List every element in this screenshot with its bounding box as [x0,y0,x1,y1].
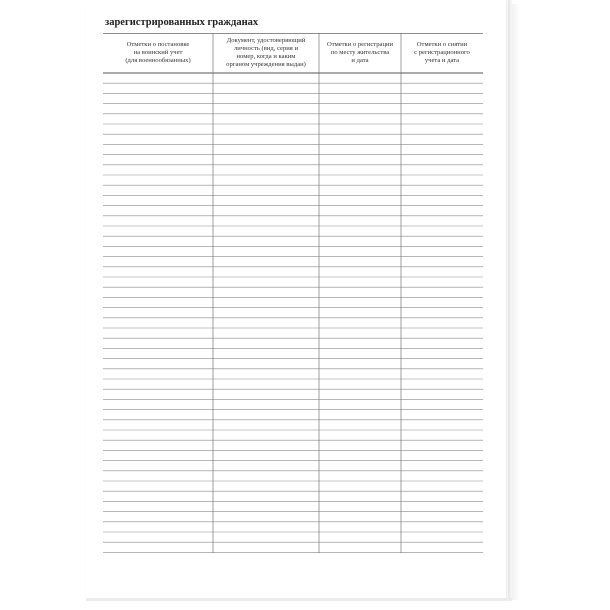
header-line: Отметки о постановке [126,41,190,48]
header-line: Отметки о регистрации [326,41,394,48]
header-line: на воинский учет [133,49,183,56]
page-title: зарегистрированных гражданах [105,17,259,28]
header-col-military-registration [103,41,213,65]
header-line: Документ, удостоверяющий [226,37,306,44]
page-edge [508,0,512,600]
page-stack-edge [512,4,520,600]
header-col-deregistration [401,41,483,65]
header-line: по месту жительства [330,49,390,56]
header-line: учета и дата [424,57,460,64]
header-line: номер, когда и каким [236,53,296,60]
header-line: Отметки о снятии [416,41,468,48]
registration-table [103,33,483,553]
header-line: и дата [351,57,369,64]
table-grid [103,33,483,553]
page-bottom-edge [86,598,512,601]
header-line: личность (вид, серия и [233,45,299,52]
header-line: (для военнообязанных) [125,57,191,64]
header-col-identity-document [213,37,319,69]
header-line: с регистрационного [414,49,470,56]
header-col-residence-registration [319,41,401,65]
header-line: органом учреждения выдан) [226,61,306,68]
